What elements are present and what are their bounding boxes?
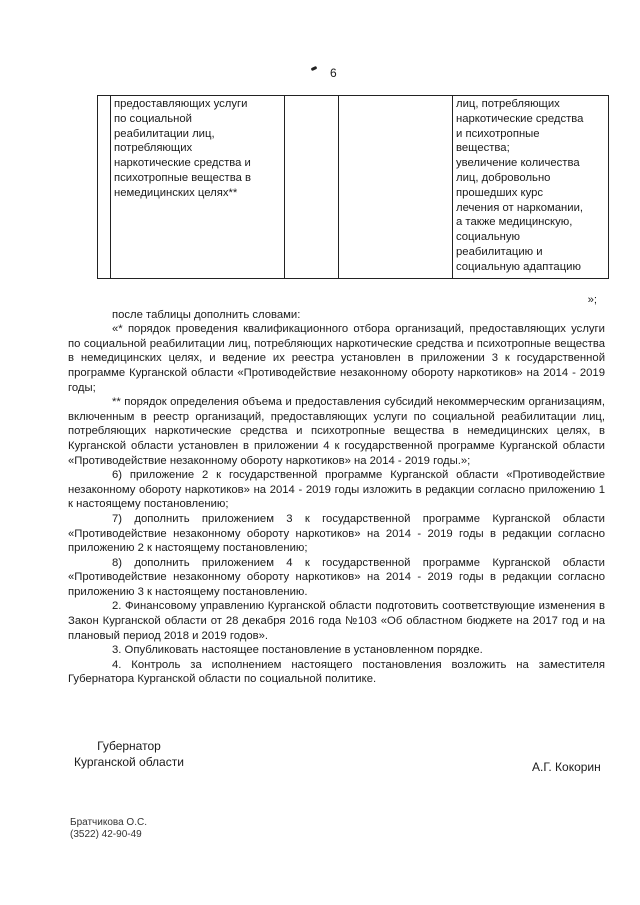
table-cell-program-text: предоставляющих услуги по социальной реабилитации лиц, потребляющих наркотические средства и психотропные вещества в немедицинских целях** [114, 98, 251, 199]
executor-phone: (3522) 42-90-49 [70, 829, 142, 840]
signatory-name: А.Г. Кокорин [532, 760, 601, 774]
paragraph-footnote-1: «* порядок проведения квалификационного отбора организаций, предоставляющих услуги по социальной реабилитации лиц, потребляющих наркотические средства и психотропные вещества в немедицинских целях, и ведение их реестра установлен в приложении 3 к государственной программе Курганской области «Противодействие незаконному обороту наркотиков» на 2014 - 2019 годы; [68, 323, 605, 394]
table-cell-index [98, 96, 111, 279]
table-cell-empty-1 [285, 96, 339, 279]
paragraph-clause-3: 3. Опубликовать настоящее постановление в установленном порядке. [112, 644, 483, 657]
paragraph-clause-4: 4. Контроль за исполнением настоящего постановления возложить на заместителя Губернатора Курганской области по социальной политике. [68, 658, 605, 686]
scan-speck [311, 66, 318, 71]
table-row [98, 96, 609, 279]
executor-info [70, 817, 147, 841]
signatory-title-line1: Губернатор [97, 739, 161, 753]
paragraph-intro: после таблицы дополнить словами: [112, 308, 301, 321]
paragraph-clause-2: 2. Финансовому управлению Курганской области подготовить соответствующие изменения в Закон Курганской области от 28 декабря 2016 года №103 «Об областном бюджете на 2017 год и на плановый период 2018 и 2019 годов». [68, 600, 605, 642]
table-cell-result-text: лиц, потребляющих наркотические средства и психотропные вещества; увеличение количества лиц, добровольно прошедших курс лечения от наркомании, а также медицинскую, социальную реабилитацию и социальную адаптацию [456, 98, 584, 273]
closing-quote: »; [587, 294, 597, 306]
executor-name: Братчикова О.С. [70, 817, 147, 828]
continuation-table [97, 95, 609, 279]
paragraph-item-8: 8) дополнить приложением 4 к государственной программе Курганской области «Противодействие незаконному обороту наркотиков» на 2014 - 2019 годы в редакции согласно приложению 3 к настоящему постановлению. [68, 556, 605, 598]
table-cell-program [111, 96, 285, 279]
paragraph-item-6: 6) приложение 2 к государственной программе Курганской области «Противодействие незаконному обороту наркотиков» на 2014 - 2019 годы изложить в редакции согласно приложению 1 к настоящему постановлению; [68, 469, 605, 511]
page-number: 6 [330, 66, 337, 80]
table-cell-result [453, 96, 609, 279]
document-body [68, 293, 605, 687]
signatory-title-line2: Курганской области [74, 755, 184, 769]
signatory-title [74, 738, 184, 770]
paragraph-footnote-2: ** порядок определения объема и предоставления субсидий некоммерческим организациям, включенным в реестр организаций, предоставляющих услуги по социальной реабилитации лиц, потребляющих наркотические средства и психотропные вещества в немедицинских целях, в Курганской области установлен в приложении 4 к государственной программе Курганской области «Противодействие незаконному обороту наркотиков» на 2014 - 2019 годы.»; [68, 396, 605, 467]
paragraph-item-7: 7) дополнить приложением 3 к государственной программе Курганской области «Противодействие незаконному обороту наркотиков» на 2014 - 2019 годы в редакции согласно приложению 2 к настоящему постановлению; [68, 512, 605, 555]
table-cell-empty-2 [339, 96, 453, 279]
